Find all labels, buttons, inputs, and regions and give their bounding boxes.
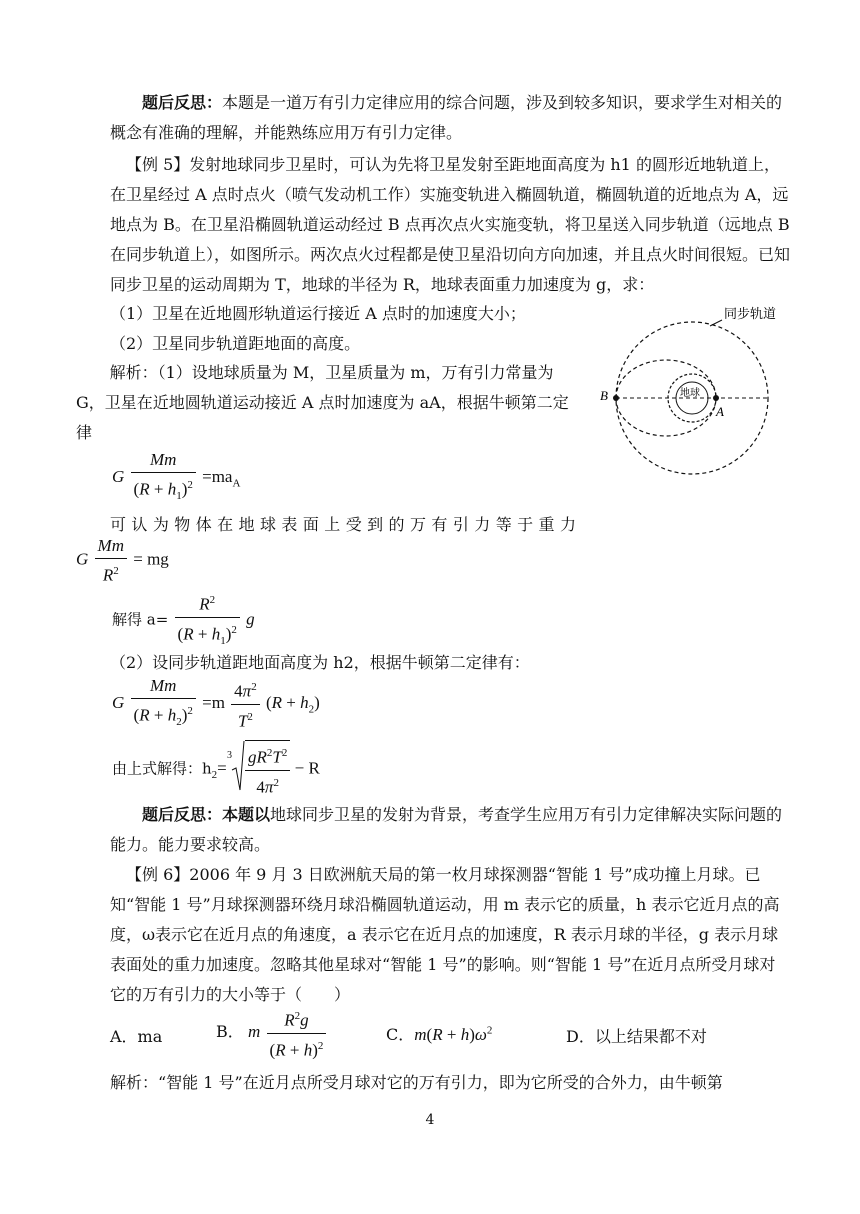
solution-part-2: （2）设同步轨道距地面高度为 h2，根据牛顿第二定律有： bbox=[110, 653, 530, 672]
example-6-statement bbox=[110, 860, 790, 1010]
reflection-text: 地球同步卫星的发射为背景，考查学生应用万有引力定律解决实际问题的能力。能力要求较高。 bbox=[110, 805, 783, 854]
page-number: 4 bbox=[425, 1112, 435, 1128]
earth-label: 地球 bbox=[680, 388, 700, 399]
reflection-text: 本题是一道万有引力定律应用的综合问题，涉及到较多知识，要求学生对相关的概念有准确的理解，并能熟练应用万有引力定律。 bbox=[110, 93, 783, 142]
gravity-statement: 可认为物体在地球表面上受到的万有引力等于重力 bbox=[110, 515, 576, 534]
equation-3: 解得 a= $\frac{R^2}{(R + h_1)^2}$ g bbox=[112, 588, 255, 653]
equation-1: G $\frac{Mm}{(R + h_1)^2}$ $=ma_A$ bbox=[112, 450, 241, 503]
question-2: （2）卫星同步轨道距地面的高度。 bbox=[110, 334, 361, 353]
reflection-paragraph-1 bbox=[110, 88, 790, 148]
option-b: B． m $\frac{R^2g}{(R + h)^2}$ bbox=[216, 1004, 328, 1062]
example-5-tag: 【例 5】 bbox=[126, 155, 190, 174]
equation-4: G $\frac{Mm}{(R + h_2)^2}$ =m $\frac{4\pi^2}{T^2}$ $(R + h_2)$ bbox=[112, 676, 320, 731]
equation-5: 由上式解得：$h_2=$ 3 $\frac{gR^2T^2}{4\pi^2}$ − R bbox=[112, 740, 320, 799]
reflection-label: 题后反思：本题以 bbox=[142, 805, 271, 824]
orbit-diagram bbox=[592, 298, 792, 478]
example-6-solution: 解析：“智能 1 号”在近月点所受月球对它的万有引力，即为它所受的合外力，由牛顿第 bbox=[110, 1073, 723, 1092]
reflection-paragraph-2 bbox=[110, 800, 790, 860]
point-a-label: A bbox=[716, 404, 724, 419]
point-a-dot bbox=[713, 395, 719, 401]
question-1: （1）卫星在近地圆形轨道运行接近 A 点时的加速度大小； bbox=[110, 304, 526, 323]
option-c: C．$m(R + h)\omega^2$ bbox=[386, 1024, 493, 1044]
example-6-text: 2006 年 9 月 3 日欧洲航天局的第一枚月球探测器“智能 1 号”成功撞上月球。已知“智能 1 号”月球探测器环绕月球沿椭圆轨道运动，用 m 表示它的质量，h 表示它近月点的高度，ω表示它在近月点的角速度，a 表示它在近月点的加速度，R 表示月球的半径，g 表示月球表面处的重力加速度。忽略其他星球对“智能 1 号”的影响。则“智能 1 号”在近月点所受月球对它的万有引力的大小等于（ ） bbox=[110, 865, 780, 1004]
solution-part-1: 解析：（1）设地球质量为 M，卫星质量为 m，万有引力常量为 G，卫星在近地圆轨道运动接近 A 点时加速度为 aA，根据牛顿第二定律 bbox=[76, 363, 569, 442]
example-6-tag: 【例 6】 bbox=[126, 865, 190, 884]
point-b-dot bbox=[613, 395, 619, 401]
point-b-label: B bbox=[600, 388, 608, 403]
option-a: A．ma bbox=[110, 1027, 163, 1046]
example-5-statement bbox=[110, 150, 790, 300]
sync-orbit-label: 同步轨道 bbox=[724, 307, 777, 322]
example-5-text: 发射地球同步卫星时，可认为先将卫星发射至距地面高度为 h1 的圆形近地轨道上，在卫星经过 A 点时点火（喷气发动机工作）实施变轨进入椭圆轨道，椭圆轨道的近地点为 A，远地点为 B。在卫星沿椭圆轨道运动经过 B 点再次点火实施变轨，将卫星送入同步轨道（远地点 B 在同步轨道上），如图所示。两次点火过程都是使卫星沿切向方向加速，并且点火时间很短。已知同步卫星的运动周期为 T，地球的半径为 R，地球表面重力加速度为 g，求： bbox=[110, 155, 791, 294]
reflection-label: 题后反思： bbox=[142, 93, 223, 112]
equation-2: G $\frac{Mm}{R^2}$ = mg bbox=[76, 536, 169, 585]
option-d: D．以上结果都不对 bbox=[566, 1027, 707, 1046]
